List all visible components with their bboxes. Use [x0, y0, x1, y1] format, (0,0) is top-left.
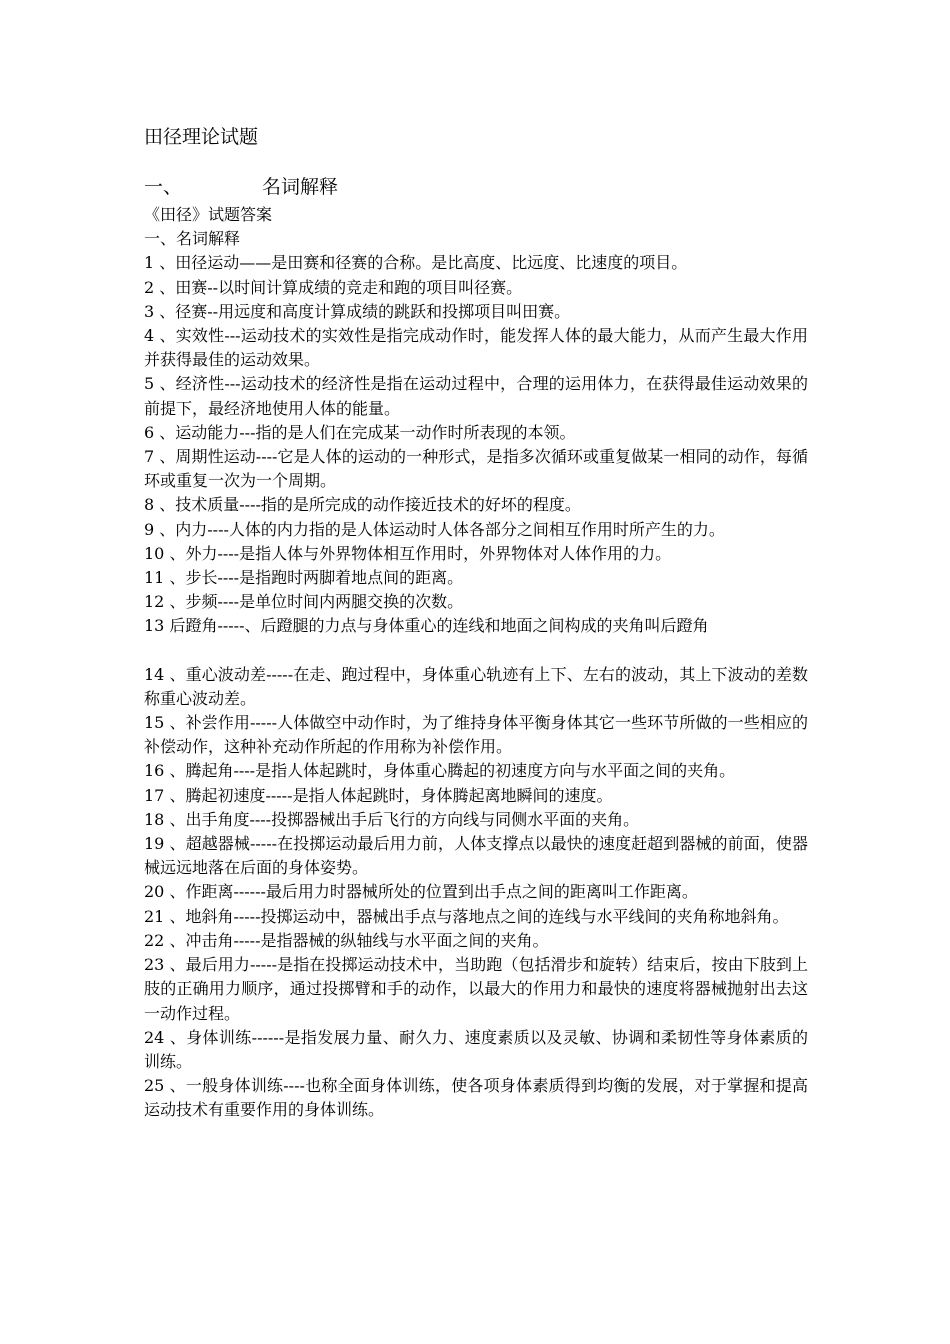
- term-item-5: 5 、经济性---运动技术的经济性是指在运动过程中，合理的运用体力，在获得最佳运动效果的前提下，最经济地使用人体的能量。: [144, 374, 808, 418]
- answers-subtitle: 《田径》试题答案: [144, 205, 273, 224]
- term-item-10: 10 、外力----是指人体与外界物体相互作用时，外界物体对人体作用的力。: [144, 543, 672, 563]
- term-item-7: 7 、周期性运动----它是人体的运动的一种形式，是指多次循环或重复做某一相同的动作，每循环或重复一次为一个周期。: [144, 447, 808, 491]
- term-item-18: 18 、出手角度----投掷器械出手后飞行的方向线与同侧水平面的夹角。: [144, 809, 640, 829]
- section-number: 一、: [144, 176, 183, 198]
- section-heading-text: 名词解释: [262, 176, 339, 198]
- term-item-12: 12 、步频----是单位时间内两腿交换的次数。: [144, 592, 464, 612]
- term-item-22: 22 、冲击角-----是指器械的纵轴线与水平面之间的夹角。: [144, 930, 549, 950]
- term-item-8: 8 、技术质量----指的是所完成的动作接近技术的好坏的程度。: [144, 495, 581, 515]
- term-item-13: 13 后蹬角-----、后蹬腿的力点与身体重心的连线和地面之间构成的夹角叫后蹬角: [144, 616, 709, 636]
- term-item-11: 11 、步长----是指跑时两脚着地点间的距离。: [144, 568, 464, 588]
- document-title: 田径理论试题: [144, 126, 259, 148]
- term-item-3: 3 、径赛--用远度和高度计算成绩的跳跃和投掷项目叫田赛。: [144, 301, 571, 321]
- term-item-9: 9 、内力----人体的内力指的是人体运动时人体各部分之间相互作用时所产生的力。: [144, 519, 725, 539]
- term-item-15: 15 、补尝作用-----人体做空中动作时，为了维持身体平衡身体其它一些环节所做的一些相应的补偿动作，这种补充动作所起的作用称为补偿作用。: [144, 713, 808, 757]
- term-item-24: 24 、身体训练------是指发展力量、耐久力、速度素质以及灵敏、协调和柔韧性等身体素质的训练。: [144, 1027, 808, 1071]
- term-item-16: 16 、腾起角----是指人体起跳时，身体重心腾起的初速度方向与水平面之间的夹角。: [144, 761, 736, 781]
- term-item-6: 6 、运动能力---指的是人们在完成某一动作时所表现的本领。: [144, 422, 576, 442]
- term-item-14: 14 、重心波动差-----在走、跑过程中，身体重心轨迹有上下、左右的波动，其上下波动的差数称重心波动差。: [144, 664, 808, 708]
- term-item-2: 2 、田赛--以时间计算成绩的竞走和跑的项目叫径赛。: [144, 277, 523, 297]
- term-item-17: 17 、腾起初速度-----是指人体起跳时，身体腾起离地瞬间的速度。: [144, 785, 613, 805]
- term-item-1: 1 、田径运动——是田赛和径赛的合称。是比高度、比远度、比速度的项目。: [144, 253, 688, 273]
- term-item-21: 21 、地斜角-----投掷运动中，器械出手点与落地点之间的连线与水平线间的夹角称地斜角。: [144, 906, 789, 926]
- term-item-19: 19 、超越器械-----在投掷运动最后用力前，人体支撑点以最快的速度赶超到器械的前面，使器械远远地落在后面的身体姿势。: [144, 834, 808, 878]
- document-body: [144, 203, 808, 1123]
- term-item-25: 25 、一般身体训练----也称全面身体训练，使各项身体素质得到均衡的发展，对于掌握和提高运动技术有重要作用的身体训练。: [144, 1076, 808, 1120]
- term-item-4: 4 、实效性---运动技术的实效性是指完成动作时，能发挥人体的最大能力，从而产生最大作用并获得最佳的运动效果。: [144, 326, 808, 370]
- answers-sub-heading: 一、名词解释: [144, 229, 241, 249]
- section-heading: [144, 174, 338, 200]
- term-item-20: 20 、作距离------最后用力时器械所处的位置到出手点之间的距离叫工作距离。: [144, 882, 698, 902]
- term-item-23: 23 、最后用力-----是指在投掷运动技术中，当助跑（包括滑步和旋转）结束后，按由下肢到上肢的正确用力顺序，通过投掷臂和手的动作，以最大的作用力和最快的速度将器械抛射出去这一动作过程。: [144, 955, 808, 1023]
